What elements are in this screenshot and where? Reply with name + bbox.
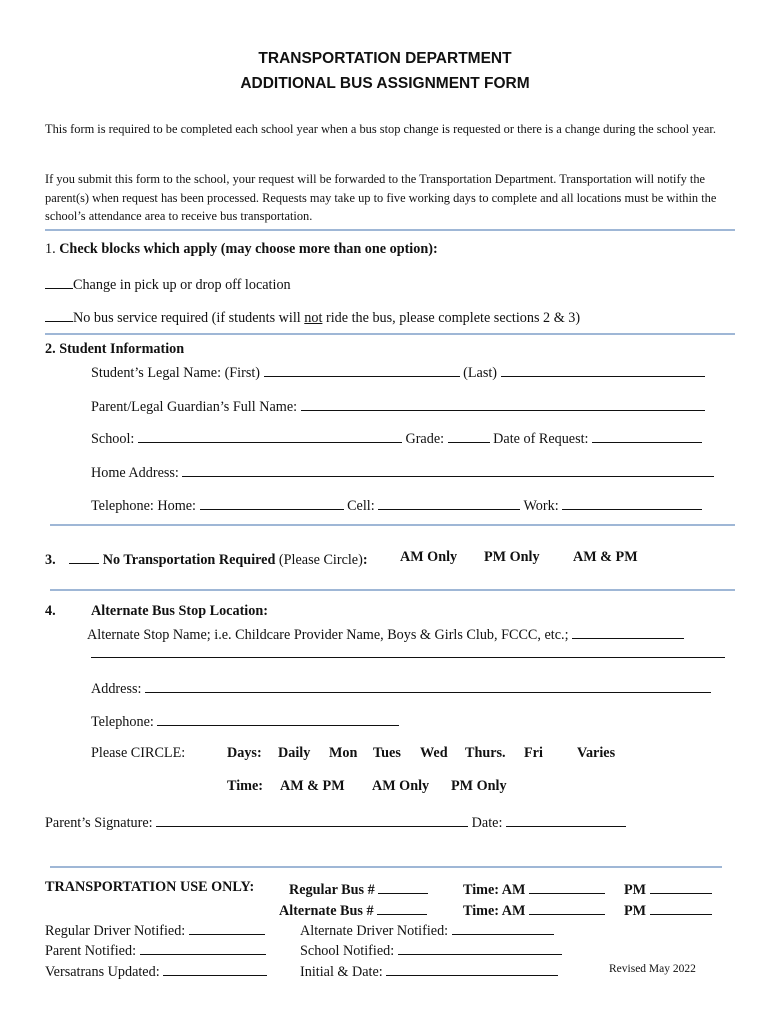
- time-am-pm[interactable]: AM & PM: [280, 778, 345, 794]
- signature-date-label: Date:: [471, 815, 503, 831]
- section1-heading-text: Check blocks which apply (may choose more than one option):: [59, 241, 438, 257]
- alternate-bus-field[interactable]: [377, 900, 427, 915]
- option-change-location-blank[interactable]: [45, 274, 73, 289]
- section1-number: 1.: [45, 241, 56, 257]
- alternate-time-pm-label: PM: [624, 903, 647, 919]
- school-notified-field[interactable]: [398, 940, 562, 955]
- signature-row: [45, 812, 626, 832]
- initial-date-label: Initial & Date:: [300, 964, 383, 980]
- day-thurs[interactable]: Thurs.: [465, 745, 506, 761]
- guardian-name-label: Parent/Legal Guardian’s Full Name:: [91, 399, 298, 415]
- section3-circle-note: (Please Circle): [278, 552, 363, 568]
- section1-heading: [45, 241, 438, 258]
- form-title-line1: TRANSPORTATION DEPARTMENT: [258, 50, 512, 67]
- regular-driver-label: Regular Driver Notified:: [45, 923, 186, 939]
- alternate-time-pm-row: [624, 900, 712, 920]
- time-label: Time:: [227, 778, 263, 794]
- home-address-field[interactable]: [182, 462, 714, 477]
- school-label: School:: [91, 431, 135, 447]
- section3-option-am-only[interactable]: AM Only: [400, 549, 458, 565]
- section3-row: [45, 549, 368, 569]
- section3-colon: :: [362, 552, 368, 568]
- guardian-row: [91, 396, 705, 416]
- time-pm-only[interactable]: PM Only: [451, 778, 507, 794]
- student-last-name-field[interactable]: [501, 362, 705, 377]
- section2-heading: 2. Student Information: [45, 341, 185, 357]
- option-no-bus-service[interactable]: [45, 307, 580, 327]
- telephone-row: [91, 495, 702, 515]
- alt-telephone-field[interactable]: [157, 711, 399, 726]
- regular-bus-field[interactable]: [378, 879, 428, 894]
- alt-address-label: Address:: [91, 681, 142, 697]
- tel-home-field[interactable]: [200, 495, 344, 510]
- regular-time-am-field[interactable]: [529, 879, 605, 894]
- intro-paragraph-2: If you submit this form to the school, your request will be forwarded to the Transportation Department. Transportation will notify the parent(s) when request has been processed. Requests may take up to five working days to complete and all locations must be within the school’s attendance area to receive bus transportation.: [45, 172, 717, 223]
- alternate-time-pm-field[interactable]: [650, 900, 712, 915]
- days-label: Days:: [227, 745, 262, 761]
- regular-driver-field[interactable]: [189, 920, 265, 935]
- section3-option-pm-only[interactable]: PM Only: [484, 549, 540, 565]
- school-row: [91, 428, 702, 448]
- guardian-name-field[interactable]: [301, 396, 705, 411]
- parent-notified-row: [45, 940, 266, 960]
- section3-number: 3.: [45, 552, 56, 568]
- signature-date-field[interactable]: [506, 812, 626, 827]
- alternate-stop-row: [87, 624, 684, 644]
- alternate-bus-row: [279, 900, 427, 920]
- option-change-location-label: Change in pick up or drop off location: [73, 277, 291, 293]
- section4-number: 4.: [45, 603, 56, 619]
- regular-driver-row: [45, 920, 265, 940]
- regular-time-pm-label: PM: [624, 882, 647, 898]
- grade-label: Grade:: [405, 431, 445, 447]
- alt-address-field[interactable]: [145, 678, 711, 693]
- option-no-bus-label: No bus service required (if students will: [73, 310, 301, 326]
- date-of-request-label: Date of Request:: [493, 431, 589, 447]
- school-notified-label: School Notified:: [300, 943, 395, 959]
- option-no-bus-label-end: ride the bus, please complete sections 2 & 3): [325, 310, 581, 326]
- day-tues[interactable]: Tues: [373, 745, 401, 761]
- option-no-bus-blank[interactable]: [45, 307, 73, 322]
- section3-heading: No Transportation Required: [102, 552, 276, 568]
- work-field[interactable]: [562, 495, 702, 510]
- divider-2: [45, 333, 735, 335]
- transport-use-heading: TRANSPORTATION USE ONLY:: [45, 879, 255, 895]
- alternate-driver-row: [300, 920, 554, 940]
- regular-bus-row: [289, 879, 428, 899]
- time-am-only[interactable]: AM Only: [372, 778, 430, 794]
- day-mon[interactable]: Mon: [329, 745, 358, 761]
- initial-date-row: [300, 961, 558, 981]
- alternate-driver-label: Alternate Driver Notified:: [300, 923, 449, 939]
- tel-home-label: Telephone: Home:: [91, 498, 196, 514]
- alternate-bus-label: Alternate Bus #: [279, 903, 374, 919]
- alt-telephone-label: Telephone:: [91, 714, 154, 730]
- parent-notified-label: Parent Notified:: [45, 943, 137, 959]
- school-field[interactable]: [138, 428, 402, 443]
- student-name-row: [91, 362, 705, 382]
- divider-3: [50, 524, 735, 526]
- option-no-bus-not: not: [304, 310, 323, 326]
- school-notified-row: [300, 940, 562, 960]
- divider-5: [50, 866, 722, 868]
- alternate-stop-name-label: Alternate Stop Name; i.e. Childcare Provider Name, Boys & Girls Club, FCCC, etc.;: [87, 627, 569, 643]
- home-address-row: [91, 462, 714, 482]
- alternate-stop-name-field[interactable]: [572, 624, 684, 639]
- versatrans-row: [45, 961, 267, 981]
- parent-notified-field[interactable]: [140, 940, 266, 955]
- alternate-time-am-row: [463, 900, 605, 920]
- regular-time-pm-row: [624, 879, 712, 899]
- student-first-name-field[interactable]: [264, 362, 460, 377]
- grade-field[interactable]: [448, 428, 490, 443]
- parent-signature-label: Parent’s Signature:: [45, 815, 153, 831]
- alt-address-row: [91, 678, 711, 698]
- option-change-location[interactable]: [45, 274, 291, 294]
- regular-time-pm-field[interactable]: [650, 879, 712, 894]
- day-varies[interactable]: Varies: [577, 745, 616, 761]
- section3-option-am-pm[interactable]: AM & PM: [573, 549, 638, 565]
- cell-label: Cell:: [347, 498, 375, 514]
- divider-1: [45, 229, 735, 231]
- student-last-name-label: (Last): [463, 365, 498, 381]
- alt-telephone-row: [91, 711, 399, 731]
- alternate-time-am-field[interactable]: [529, 900, 605, 915]
- alternate-driver-field[interactable]: [452, 920, 554, 935]
- cell-field[interactable]: [378, 495, 520, 510]
- initial-date-field[interactable]: [386, 961, 558, 976]
- alternate-time-am-label: Time: AM: [463, 903, 526, 919]
- day-fri[interactable]: Fri: [524, 745, 543, 761]
- form-title-line2: ADDITIONAL BUS ASSIGNMENT FORM: [240, 75, 530, 92]
- regular-time-am-row: [463, 879, 605, 899]
- section4-heading: Alternate Bus Stop Location:: [91, 603, 268, 619]
- please-circle-label: Please CIRCLE:: [91, 745, 186, 761]
- work-label: Work:: [523, 498, 559, 514]
- student-first-name-label: Student’s Legal Name: (First): [91, 365, 261, 381]
- regular-bus-label: Regular Bus #: [289, 882, 375, 898]
- versatrans-field[interactable]: [163, 961, 267, 976]
- parent-signature-field[interactable]: [156, 812, 468, 827]
- versatrans-label: Versatrans Updated:: [45, 964, 160, 980]
- regular-time-am-label: Time: AM: [463, 882, 526, 898]
- intro-paragraph-1: This form is required to be completed each school year when a bus stop change is requested or there is a change during the school year.: [45, 122, 716, 136]
- date-of-request-field[interactable]: [592, 428, 702, 443]
- revision-note: Revised May 2022: [609, 963, 696, 975]
- day-wed[interactable]: Wed: [420, 745, 448, 761]
- section3-blank[interactable]: [69, 549, 99, 564]
- home-address-label: Home Address:: [91, 465, 179, 481]
- day-daily[interactable]: Daily: [278, 745, 311, 761]
- divider-4: [50, 589, 735, 591]
- alternate-stop-name-field-line2[interactable]: [91, 657, 725, 658]
